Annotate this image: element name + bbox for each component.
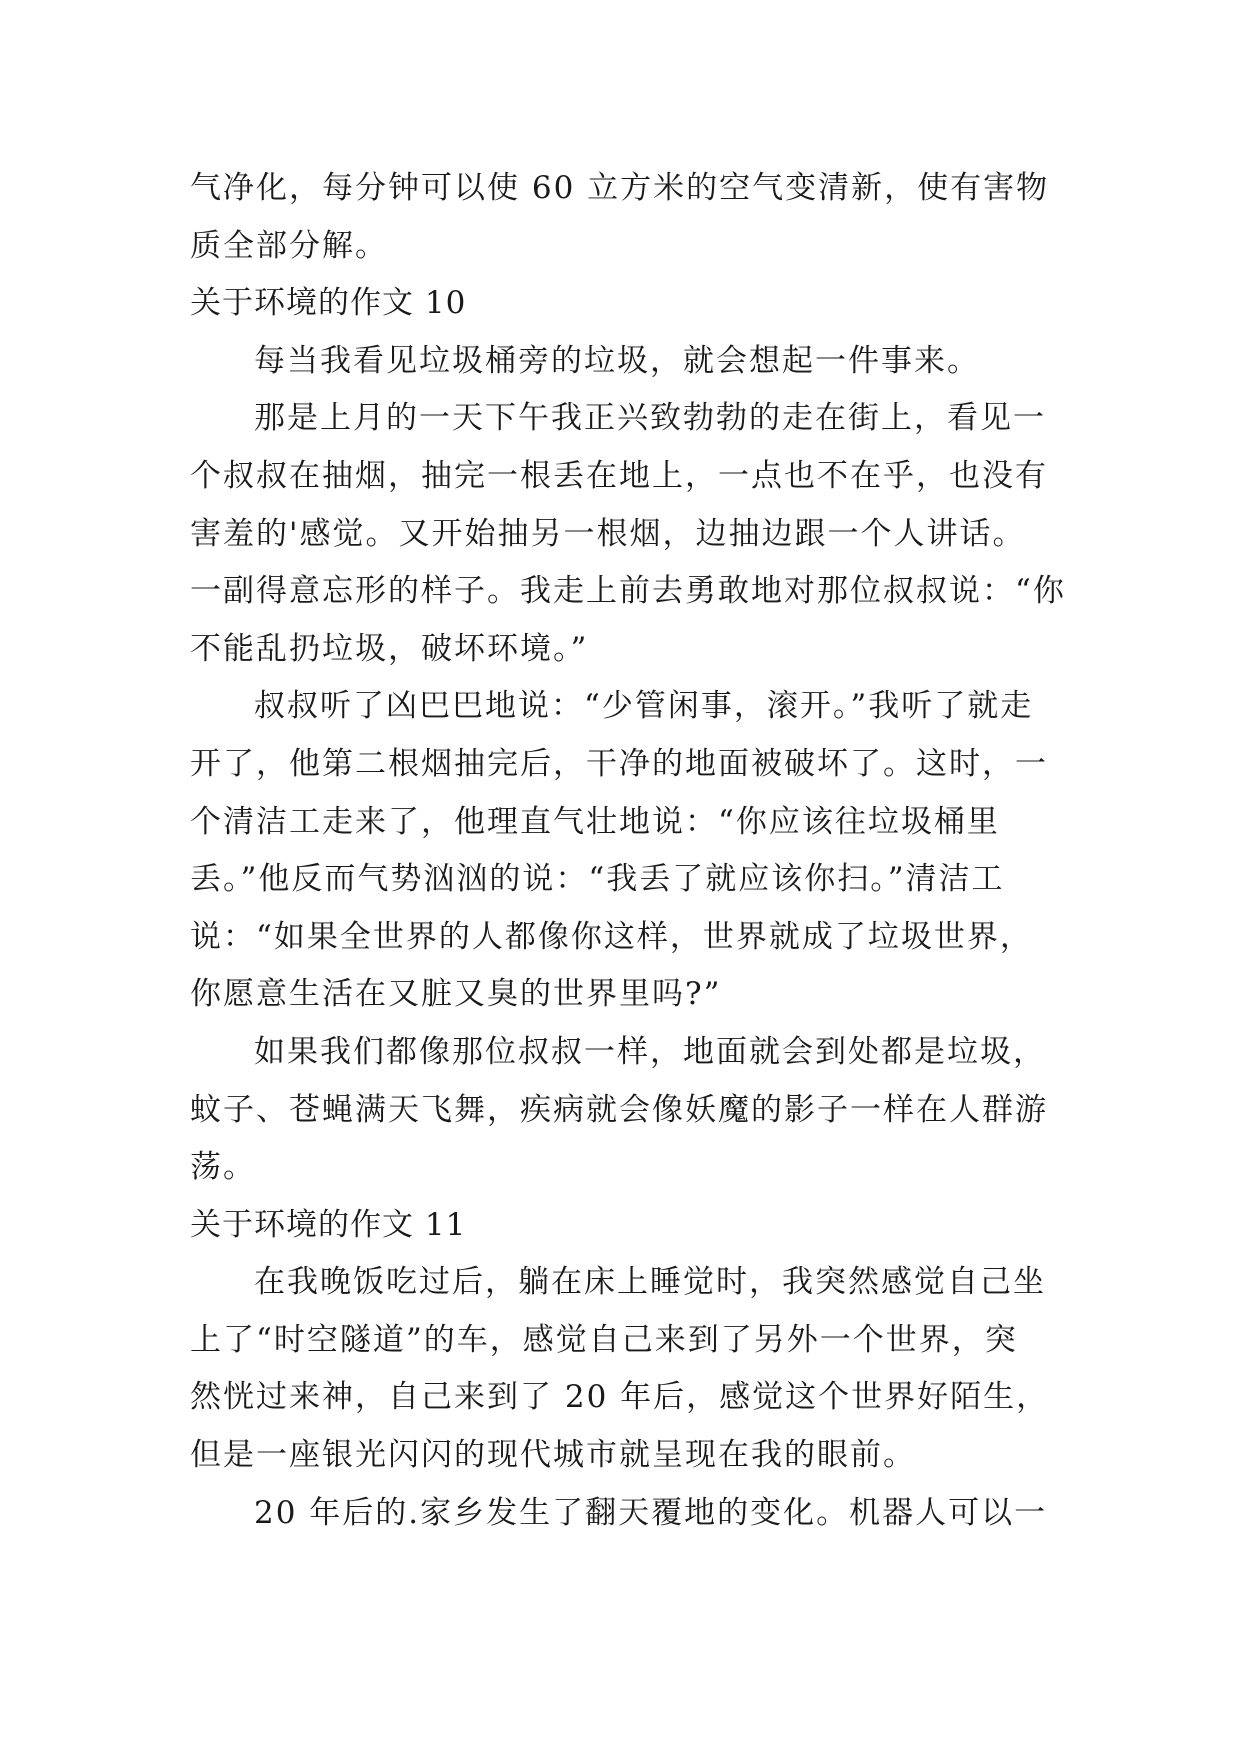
text-line-13: 丢。”他反而气势汹汹的说：“我丢了就应该你扫。”清洁工 [190,861,1005,898]
paragraph-start-3: 叔叔听了凶巴巴地说：“少管闲事，滚开。”我听了就走 [254,688,1034,725]
text-line-23: 但是一座银光闪闪的现代城市就呈现在我的眼前。 [190,1437,916,1474]
text-line-9: 不能乱扔垃圾，破坏环境。” [190,630,589,667]
text-line-17: 蚊子、苍蝇满天飞舞，疾病就会像妖魔的影子一样在人群游 [190,1091,1048,1128]
section-heading-11: 关于环境的作文 11 [190,1206,467,1243]
text-line-22: 然恍过来神，自己来到了 20 年后，感觉这个世界好陌生， [190,1379,1050,1416]
paragraph-start-2: 那是上月的一天下午我正兴致勃勃的走在街上，看见一 [254,400,1046,437]
paragraph-start-5: 在我晚饭吃过后，躺在床上睡觉时，我突然感觉自己坐 [254,1264,1046,1301]
text-line-7: 害羞的'感觉。又开始抽另一根烟，边抽边跟一个人讲话。 [190,515,1026,552]
text-line-15: 你愿意生活在又脏又臭的世界里吗?” [190,976,722,1013]
text-line-14: 说：“如果全世界的人都像你这样，世界就成了垃圾世界， [190,918,1033,955]
section-heading-10: 关于环境的作文 10 [190,285,467,322]
text-line-11: 开了，他第二根烟抽完后，干净的地面被破坏了。这时，一 [190,745,1048,782]
paragraph-start-1: 每当我看见垃圾桶旁的垃圾，就会想起一件事来。 [254,342,980,379]
text-line-18: 荡。 [190,1149,256,1186]
paragraph-start-6: 20 年后的.家乡发生了翻天覆地的变化。机器人可以一 [254,1494,1048,1531]
paragraph-start-4: 如果我们都像那位叔叔一样，地面就会到处都是垃圾， [254,1033,1046,1070]
text-line-12: 个清洁工走来了，他理直气壮地说：“你应该往垃圾桶里 [190,803,1000,840]
text-line-2: 质全部分解。 [190,227,388,264]
text-line-21: 上了“时空隧道”的车，感觉自己来到了另外一个世界，突 [190,1321,1018,1358]
text-line-8: 一副得意忘形的样子。我走上前去勇敢地对那位叔叔说：“你 [190,573,1066,610]
text-line-6: 个叔叔在抽烟，抽完一根丢在地上，一点也不在乎，也没有 [190,457,1048,494]
text-line-1: 气净化，每分钟可以使 60 立方米的空气变清新，使有害物 [190,170,1050,206]
